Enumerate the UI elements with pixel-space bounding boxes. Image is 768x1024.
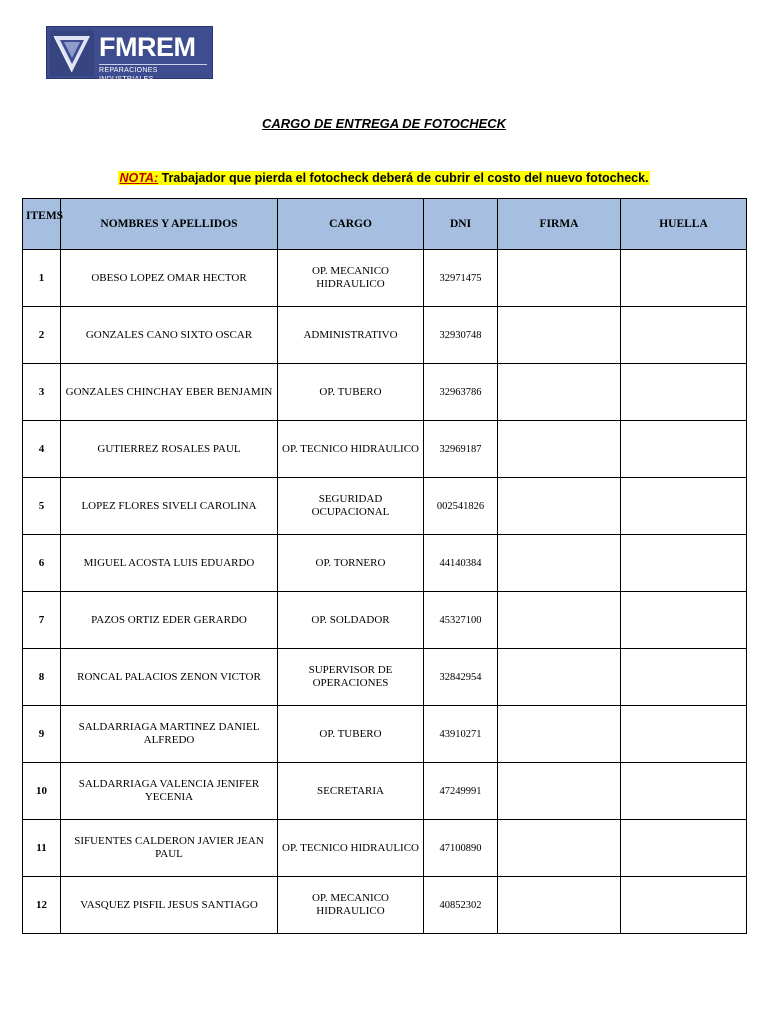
item-number-cell: 11 [23,820,61,877]
logo-name: FMREM [99,32,196,62]
cargo-cell: OP. SOLDADOR [278,592,424,649]
fingerprint-cell[interactable] [621,592,747,649]
fingerprint-cell[interactable] [621,364,747,421]
header-dni: DNI [424,199,498,250]
signature-cell[interactable] [498,706,621,763]
name-cell: SIFUENTES CALDERON JAVIER JEAN PAUL [61,820,278,877]
table-row [23,877,747,934]
item-number-cell: 3 [23,364,61,421]
dni-cell: 32842954 [424,649,498,706]
table-row [23,478,747,535]
dni-cell: 47100890 [424,820,498,877]
name-cell: LOPEZ FLORES SIVELI CAROLINA [61,478,278,535]
table-row [23,535,747,592]
fingerprint-cell[interactable] [621,649,747,706]
fingerprint-cell[interactable] [621,877,747,934]
table-row [23,592,747,649]
item-number-cell: 9 [23,706,61,763]
name-cell: MIGUEL ACOSTA LUIS EDUARDO [61,535,278,592]
name-cell: GONZALES CANO SIXTO OSCAR [61,307,278,364]
signature-cell[interactable] [498,820,621,877]
note-highlight [118,171,649,185]
dni-cell: 002541826 [424,478,498,535]
name-cell: SALDARRIAGA MARTINEZ DANIEL ALFREDO [61,706,278,763]
signature-cell[interactable] [498,421,621,478]
dni-cell: 32963786 [424,364,498,421]
item-number-cell: 8 [23,649,61,706]
dni-cell: 47249991 [424,763,498,820]
signature-cell[interactable] [498,307,621,364]
table-body [23,250,747,934]
fingerprint-cell[interactable] [621,706,747,763]
name-cell: PAZOS ORTIZ EDER GERARDO [61,592,278,649]
name-cell: GONZALES CHINCHAY EBER BENJAMIN [61,364,278,421]
fingerprint-cell[interactable] [621,763,747,820]
note [0,171,768,185]
table-row [23,364,747,421]
dni-cell: 32930748 [424,307,498,364]
cargo-cell: SEGURIDAD OCUPACIONAL [278,478,424,535]
note-text: Trabajador que pierda el fotocheck deberá de cubrir el costo del nuevo fotocheck. [158,171,649,185]
name-cell: RONCAL PALACIOS ZENON VICTOR [61,649,278,706]
dni-cell: 43910271 [424,706,498,763]
cargo-cell: OP. TECNICO HIDRAULICO [278,820,424,877]
fingerprint-cell[interactable] [621,250,747,307]
dni-cell: 45327100 [424,592,498,649]
cargo-cell: OP. MECANICO HIDRAULICO [278,250,424,307]
header-name: NOMBRES Y APELLIDOS [61,199,278,250]
fingerprint-cell[interactable] [621,820,747,877]
name-cell: GUTIERREZ ROSALES PAUL [61,421,278,478]
fingerprint-cell[interactable] [621,307,747,364]
table-row [23,421,747,478]
item-number-cell: 4 [23,421,61,478]
document-title: CARGO DE ENTREGA DE FOTOCHECK [261,116,507,131]
signature-cell[interactable] [498,364,621,421]
cargo-cell: OP. TECNICO HIDRAULICO [278,421,424,478]
table-row [23,250,747,307]
company-logo [46,26,213,83]
signature-cell[interactable] [498,592,621,649]
cargo-cell: OP. TORNERO [278,535,424,592]
fingerprint-cell[interactable] [621,421,747,478]
signature-cell[interactable] [498,649,621,706]
item-number-cell: 5 [23,478,61,535]
item-number-cell: 1 [23,250,61,307]
dni-cell: 32971475 [424,250,498,307]
name-cell: SALDARRIAGA VALENCIA JENIFER YECENIA [61,763,278,820]
cargo-cell: OP. TUBERO [278,364,424,421]
name-cell: OBESO LOPEZ OMAR HECTOR [61,250,278,307]
signature-cell[interactable] [498,250,621,307]
cargo-cell: OP. TUBERO [278,706,424,763]
dni-cell: 32969187 [424,421,498,478]
fingerprint-cell[interactable] [621,535,747,592]
table-row [23,649,747,706]
cargo-cell: SECRETARIA [278,763,424,820]
item-number-cell: 6 [23,535,61,592]
table-row [23,706,747,763]
header-firma: FIRMA [498,199,621,250]
cargo-cell: OP. MECANICO HIDRAULICO [278,877,424,934]
table-row [23,820,747,877]
signature-cell[interactable] [498,877,621,934]
header-huella: HUELLA [621,199,747,250]
signature-cell[interactable] [498,535,621,592]
table-header-row [23,199,747,250]
fmrem-logo-icon [50,30,94,76]
signature-cell[interactable] [498,478,621,535]
item-number-cell: 12 [23,877,61,934]
header-cargo: CARGO [278,199,424,250]
table-row [23,763,747,820]
dni-cell: 44140384 [424,535,498,592]
note-label: NOTA: [119,171,159,185]
item-number-cell: 10 [23,763,61,820]
name-cell: VASQUEZ PISFIL JESUS SANTIAGO [61,877,278,934]
dni-cell: 40852302 [424,877,498,934]
cargo-cell: ADMINISTRATIVO [278,307,424,364]
logo-tagline: REPARACIONES INDUSTRIALES [99,64,207,84]
table-row [23,307,747,364]
signature-cell[interactable] [498,763,621,820]
item-number-cell: 7 [23,592,61,649]
cargo-cell: SUPERVISOR DE OPERACIONES [278,649,424,706]
delivery-table [22,198,747,934]
item-number-cell: 2 [23,307,61,364]
fingerprint-cell[interactable] [621,478,747,535]
header-items: ITEMS [23,199,61,250]
